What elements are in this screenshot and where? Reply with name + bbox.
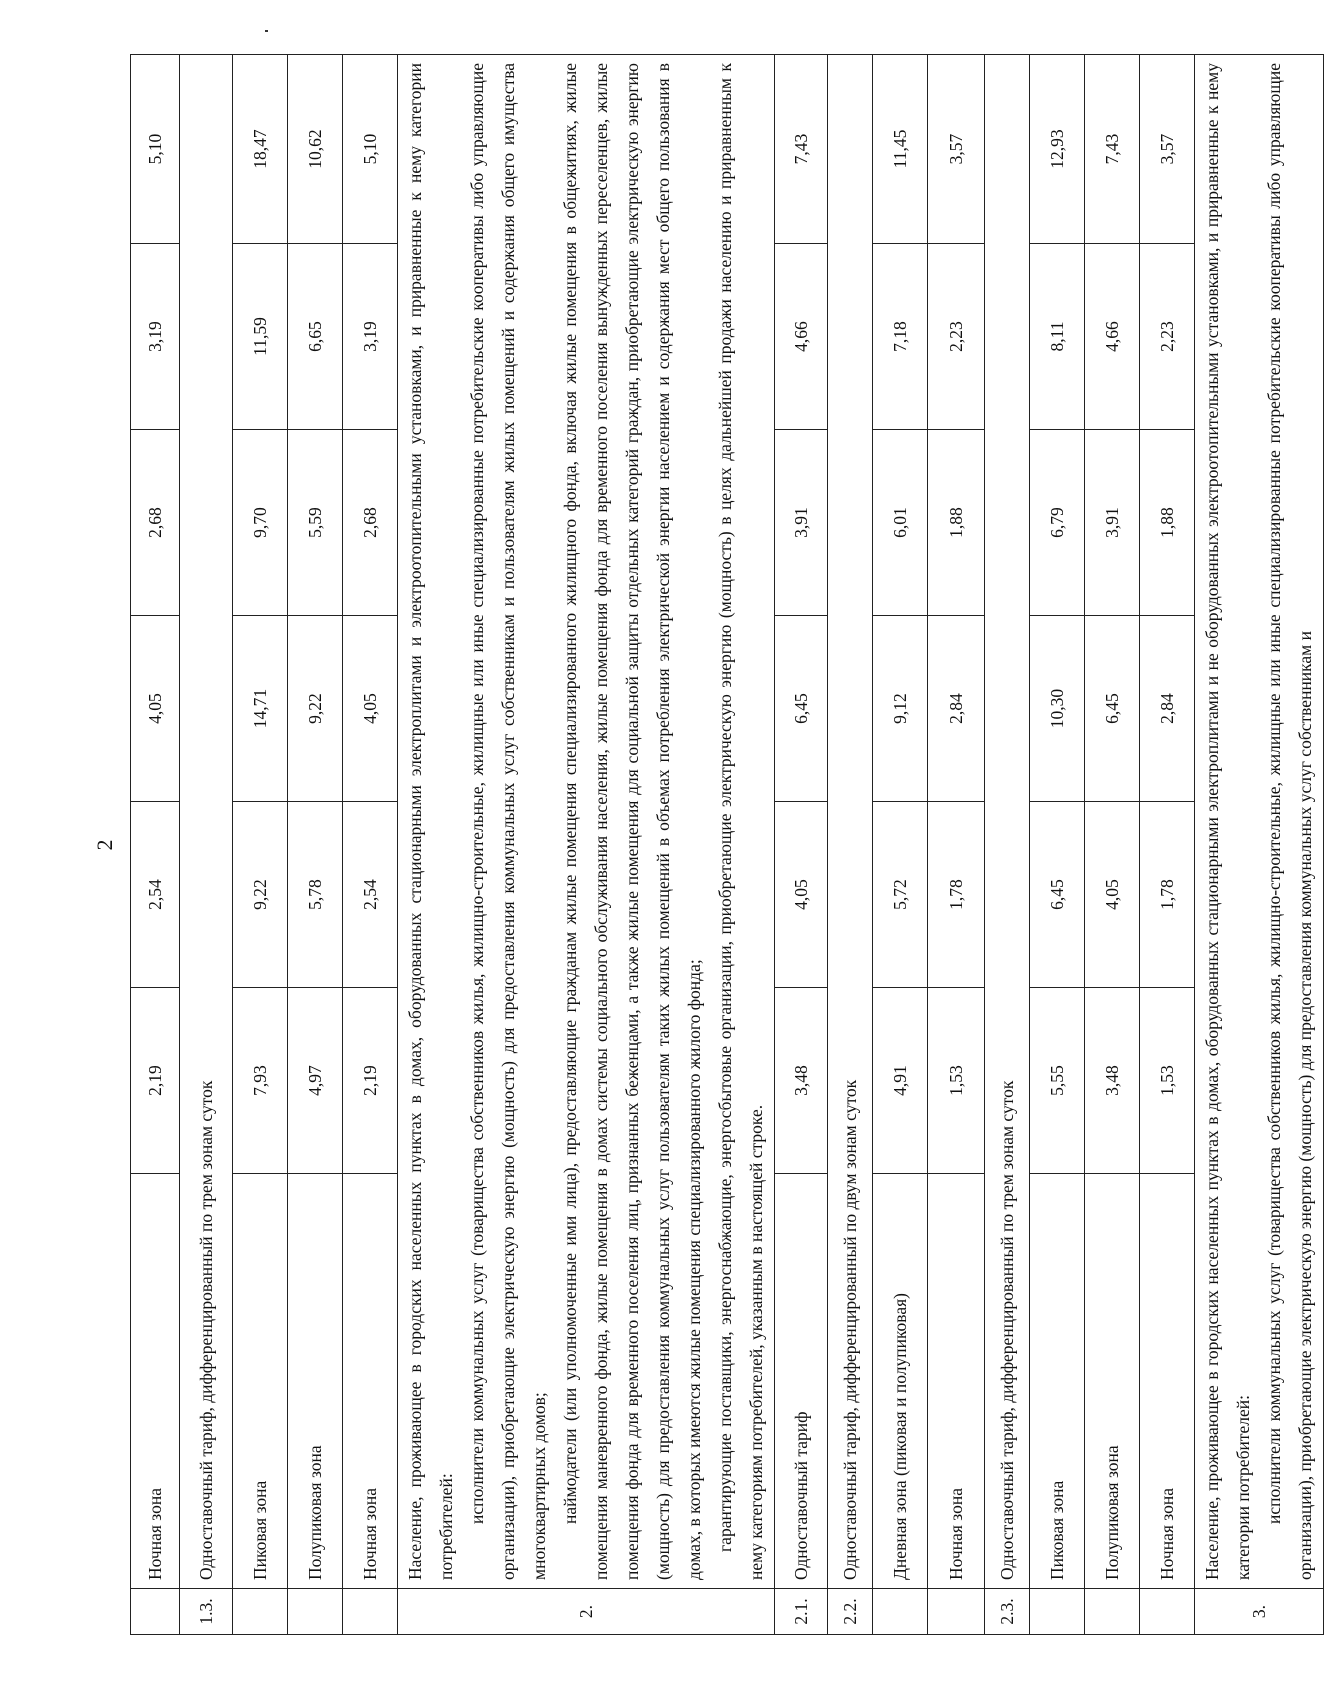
row-number [233,1589,288,1635]
value-cell: 6,79 [1030,430,1085,616]
value-cell: 5,55 [1030,988,1085,1174]
row-number: 3. [1195,1589,1324,1635]
rotated-page [60,55,1315,1635]
table-row [1140,55,1195,1635]
row-label: Пиковая зона [233,1174,288,1589]
value-cell: 3,57 [928,55,985,244]
description-paragraph: исполнители коммунальных услуг (товарищества собственников жилья, жилищно-строительные, жилищные или иные специализированные потребительские кооперативы либо управляющие организации), приобретающие электрическую энергию (мощность) для предоставления коммунальных услуг собственникам и [1264,63,1315,1580]
value-cell: 11,45 [873,55,928,244]
row-number [288,1589,343,1635]
value-cell: 1,88 [1140,430,1195,616]
value-cell: 4,66 [1085,244,1140,430]
table-row [928,55,985,1635]
row-number: 2.3. [985,1589,1030,1635]
value-cell: 2,54 [131,802,180,988]
description-paragraph: исполнители коммунальных услуг (товарищества собственников жилья, жилищно-строительные, жилищные или иные специализированные потребительские кооперативы либо управляющие организации), приобретающие электрическую энергию (мощность) для предоставления коммунальных услуг собственникам и пользователям жилых помещений и содержания общего имущества многоквартирных домов; [467,63,549,1580]
value-cell: 14,71 [233,616,288,802]
value-cell: 1,78 [928,802,985,988]
section-label: Одноставочный тариф, дифференцированный по трем зонам суток [985,55,1030,1589]
row-label: Ночная зона [131,1174,180,1589]
value-cell: 2,19 [343,988,398,1174]
value-cell: 9,22 [288,616,343,802]
value-cell: 2,23 [1140,244,1195,430]
value-cell: 11,59 [233,244,288,430]
value-cell: 6,45 [775,616,828,802]
section-row [180,55,233,1635]
value-cell: 3,19 [131,244,180,430]
value-cell: 4,97 [288,988,343,1174]
value-cell: 12,93 [1030,55,1085,244]
table-row [288,55,343,1635]
value-cell: 2,68 [131,430,180,616]
value-cell: 5,72 [873,802,928,988]
value-cell: 4,05 [1085,802,1140,988]
row-number: 2. [398,1589,775,1635]
row-label: Одноставочный тариф [775,1174,828,1589]
row-label: Ночная зона [928,1174,985,1589]
table-row [873,55,928,1635]
table-row [343,55,398,1635]
row-number: 1.3. [180,1589,233,1635]
value-cell: 6,45 [1085,616,1140,802]
value-cell: 3,91 [775,430,828,616]
value-cell: 10,62 [288,55,343,244]
row-number [131,1589,180,1635]
value-cell: 9,22 [233,802,288,988]
tariff-table [130,54,1324,1635]
value-cell: 7,18 [873,244,928,430]
value-cell: 4,91 [873,988,928,1174]
description-paragraph: Население, проживающее в городских населенных пунктах в домах, оборудованных стационарными электроплитами и не оборудованных электроотопительными установками, и приравненные к нему категории потребителей: [1202,63,1253,1580]
section-row [828,55,873,1635]
value-cell: 5,78 [288,802,343,988]
value-cell: 5,59 [288,430,343,616]
row-label: Дневная зона (пиковая и полупиковая) [873,1174,928,1589]
value-cell: 6,65 [288,244,343,430]
value-cell: 7,93 [233,988,288,1174]
value-cell: 1,53 [1140,988,1195,1174]
row-number: 2.1. [775,1589,828,1635]
category-description [398,55,775,1589]
description-paragraph: гарантирующие поставщики, энергоснабжающие, энергосбытовые организации, приобретающие электрическую энергию (мощность) в целях дальнейшей продажи населению и приравненным к нему категориям потребителей, указанным в настоящей строке. [715,63,766,1580]
category-description-row [1195,55,1324,1635]
page-number: 2 [92,839,117,851]
row-label: Полупиковая зона [288,1174,343,1589]
value-cell: 1,53 [928,988,985,1174]
value-cell: 1,88 [928,430,985,616]
value-cell: 5,10 [343,55,398,244]
category-description [1195,55,1324,1589]
section-label: Одноставочный тариф, дифференцированный по двум зонам суток [828,55,873,1589]
table-row [233,55,288,1635]
category-description-row [398,55,775,1635]
value-cell: 2,84 [928,616,985,802]
value-cell: 5,10 [131,55,180,244]
value-cell: 10,30 [1030,616,1085,802]
value-cell: 4,05 [343,616,398,802]
value-cell: 4,05 [775,802,828,988]
row-number [1085,1589,1140,1635]
row-number: 2.2. [828,1589,873,1635]
value-cell: 7,43 [1085,55,1140,244]
value-cell: 4,05 [131,616,180,802]
table-row [131,55,180,1635]
table-row [775,55,828,1635]
value-cell: 2,19 [131,988,180,1174]
value-cell: 7,43 [775,55,828,244]
row-number [873,1589,928,1635]
value-cell: 3,48 [1085,988,1140,1174]
value-cell: 18,47 [233,55,288,244]
value-cell: 3,48 [775,988,828,1174]
scan-speck [265,30,268,32]
value-cell: 2,68 [343,430,398,616]
row-number [1140,1589,1195,1635]
row-label: Полупиковая зона [1085,1174,1140,1589]
value-cell: 3,57 [1140,55,1195,244]
value-cell: 6,45 [1030,802,1085,988]
row-label: Пиковая зона [1030,1174,1085,1589]
value-cell: 3,19 [343,244,398,430]
table-row [1085,55,1140,1635]
value-cell: 2,54 [343,802,398,988]
row-number [343,1589,398,1635]
section-row [985,55,1030,1635]
row-label: Ночная зона [343,1174,398,1589]
value-cell: 8,11 [1030,244,1085,430]
row-number [928,1589,985,1635]
row-label: Ночная зона [1140,1174,1195,1589]
section-label: Одноставочный тариф, дифференцированный по трем зонам суток [180,55,233,1589]
value-cell: 1,78 [1140,802,1195,988]
value-cell: 6,01 [873,430,928,616]
row-number [1030,1589,1085,1635]
table-row [1030,55,1085,1635]
value-cell: 2,84 [1140,616,1195,802]
value-cell: 4,66 [775,244,828,430]
value-cell: 9,70 [233,430,288,616]
value-cell: 9,12 [873,616,928,802]
value-cell: 2,23 [928,244,985,430]
value-cell: 3,91 [1085,430,1140,616]
description-paragraph: Население, проживающее в городских населенных пунктах в домах, оборудованных стационарными электроплитами и электроотопительными установками, и приравненные к нему категории потребителей: [405,63,456,1580]
description-paragraph: наймодатели (или уполномоченные ими лица), предоставляющие гражданам жилые помещения специализированного жилищного фонда, включая жилые помещения в общежитиях, жилые помещения маневренного фонда, жилые помещения в домах системы социального обслуживания населения, жилые помещения фонда для временного поселения вынужденных переселенцев, жилые помещения фонда для временного поселения лиц, признанных беженцами, а также жилые помещения для социальной защиты отдельных категорий граждан, приобретающие электрическую энергию (мощность) для предоставления коммунальных услуг пользователям таких жилых помещений в объемах потребления электрической энергии населением и содержания мест общего пользования в домах, в которых имеются жилые помещения специализированного жилого фонда; [560,63,704,1580]
